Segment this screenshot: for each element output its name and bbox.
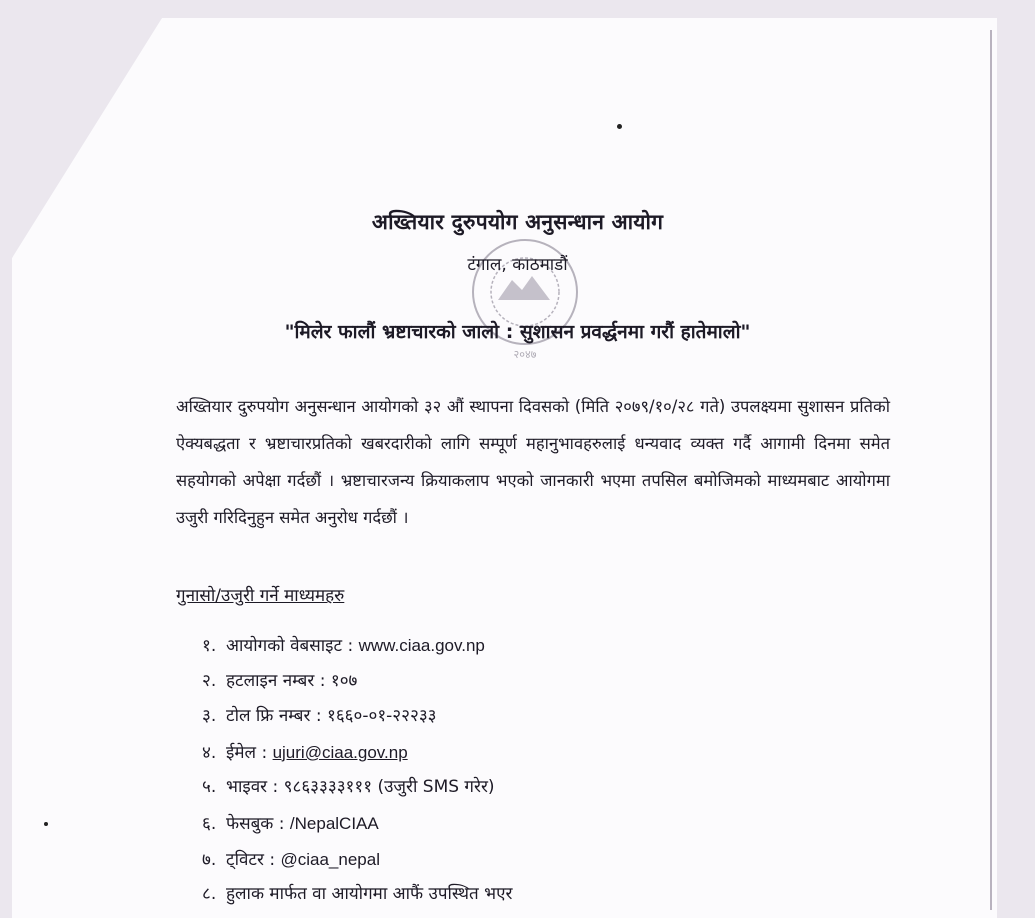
hotline-number: १०७	[330, 670, 358, 691]
scan-speck	[44, 822, 48, 826]
list-item: ८. हुलाक मार्फत वा आयोगमा आफैं उपस्थित भएर	[202, 884, 513, 905]
list-item: ४. ईमेल : ujuri@ciaa.gov.np	[202, 742, 408, 763]
list-item: ७. ट्विटर : @ciaa_nepal	[202, 849, 380, 870]
email-link: ujuri@ciaa.gov.np	[272, 742, 408, 762]
twitter-handle: @ciaa_nepal	[280, 849, 380, 869]
list-item: १. आयोगको वेबसाइट : www.ciaa.gov.np	[202, 636, 485, 656]
channels-list	[202, 628, 512, 913]
list-item: ६. फेसबुक : /NepalCIAA	[202, 813, 379, 834]
document-slogan: "मिलेर फालौं भ्रष्टाचारको जालो : सुशासन प्रवर्द्धनमा गरौं हातेमालो"	[284, 321, 751, 343]
channels-heading: गुनासो/उजुरी गर्ने माध्यमहरु	[176, 586, 345, 606]
facebook-handle: /NepalCIAA	[289, 813, 379, 833]
list-item: २. हटलाइन नम्बर : १०७	[202, 670, 358, 691]
viber-number: ९८६३३३३१११ (उजुरी SMS गरेर)	[283, 777, 495, 798]
notice-paragraph: अख्तियार दुरुपयोग अनुसन्धान आयोगको ३२ औं स्थापना दिवसको (मिति २०७९/१०/२८ गते) उपलक्ष्यमा सुशासन प्रतिको ऐक्यबद्धता र भ्रष्टाचारप्रतिको खबरदारीको लागि सम्पूर्ण महानुभावहरुलाई धन्यवाद व्यक्त गर्दै आगामी दिनमा समेत सहयोगको अपेक्षा गर्दछौं । भ्रष्टाचारजन्य क्रियाकलाप भएको जानकारी भएमा तपसिल बमोजिमको माध्यमबाट आयोगमा उजुरी गरिदिनुहुन समेत अनुरोध गर्दछौं ।	[176, 397, 890, 527]
scan-speck	[617, 124, 622, 129]
list-item: ३. टोल फ्रि नम्बर : १६६०-०१-२२२३३	[202, 706, 437, 727]
document-title: अख्तियार दुरुपयोग अनुसन्धान आयोग	[371, 210, 664, 234]
tollfree-number: १६६०-०१-२२२३३	[326, 706, 437, 727]
document-location: टंगाल, काठमाडौं	[467, 255, 568, 275]
website-link: www.ciaa.gov.np	[358, 636, 485, 655]
list-item: ५. भाइवर : ९८६३३३३१११ (उजुरी SMS गरेर)	[202, 777, 495, 798]
svg-text:२०४७: २०४७	[513, 348, 537, 361]
page-edge-shadow	[990, 30, 992, 910]
